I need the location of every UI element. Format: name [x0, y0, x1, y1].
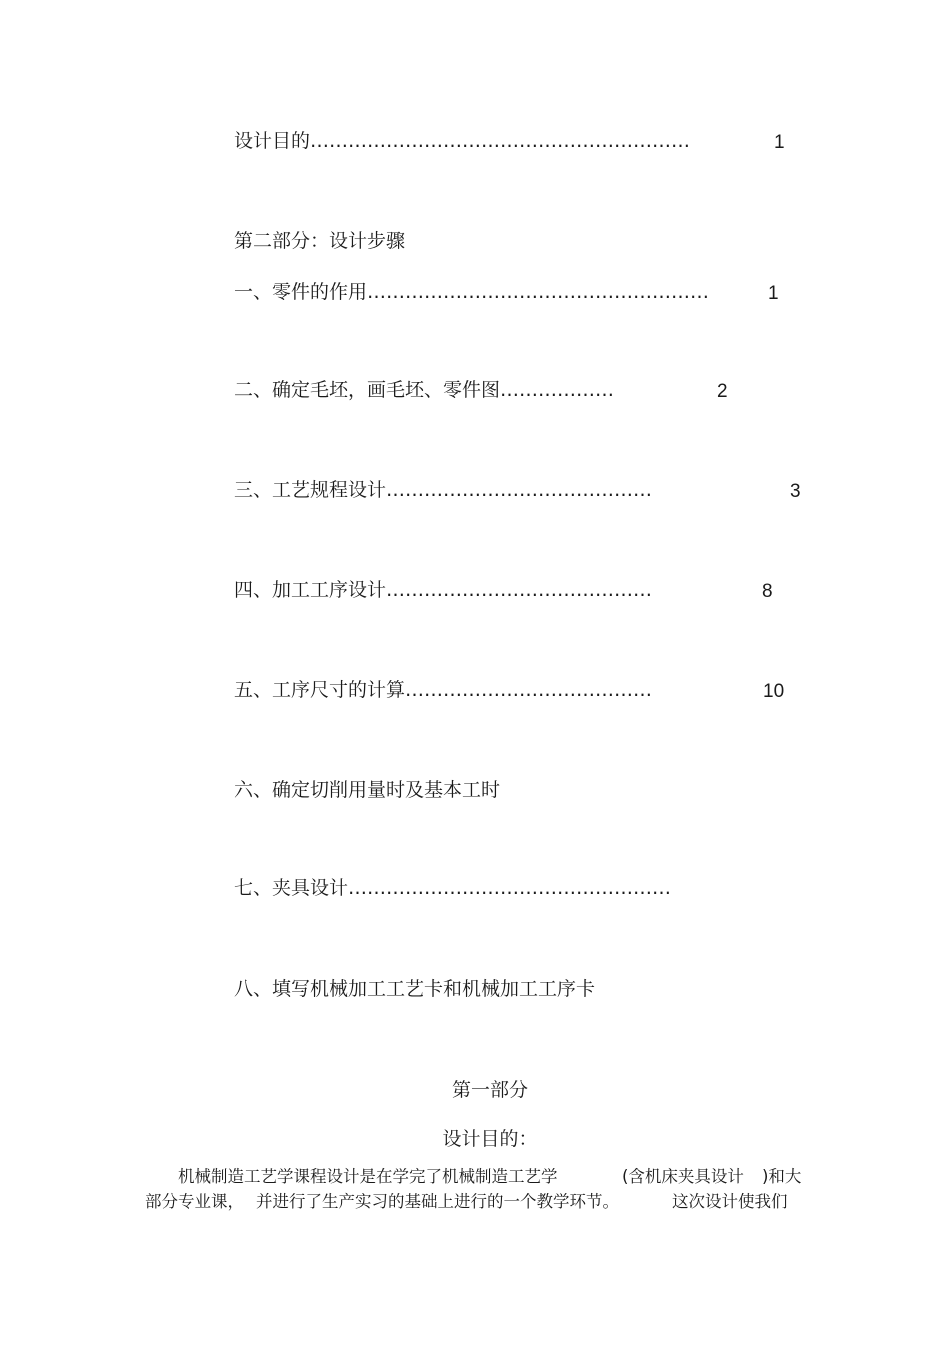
toc-page-number: 1	[768, 283, 779, 304]
toc-page-number: 1	[774, 132, 785, 153]
section-subtitle: 设计目的：	[442, 1128, 538, 1150]
paragraph-line-2-part-3: 这次设计使我们	[672, 1192, 788, 1211]
paragraph-line-2-part-2: 并进行了生产实习的基础上进行的一个教学环节。	[256, 1192, 619, 1211]
part-title: 第一部分	[451, 1079, 528, 1101]
toc-section-heading: 第二部分：设计步骤	[234, 230, 406, 252]
toc-item-process-cards: 八、填写机械加工工艺卡和机械加工工序卡	[234, 978, 596, 1000]
toc-item-dimension-calc: 五、工序尺寸的计算…………………………………	[234, 679, 653, 701]
paragraph-line-1-part-3: )和大	[762, 1167, 802, 1186]
paragraph-line-1-part-2: (含机床夹具设计	[622, 1167, 744, 1186]
toc-item-part-function: 一、零件的作用………………………………………………	[234, 281, 710, 303]
toc-item-blank: 二、确定毛坯，画毛坯、零件图………………	[234, 379, 615, 401]
toc-item-fixture-design: 七、夹具设计……………………………………………	[234, 877, 672, 899]
toc-page-number: 10	[763, 681, 785, 702]
toc-item-cutting-parameters: 六、确定切削用量时及基本工时	[234, 779, 501, 801]
toc-page-number: 8	[762, 581, 773, 602]
paragraph-line-2-part-1: 部分专业课，	[145, 1192, 244, 1211]
toc-page-number: 2	[717, 381, 728, 402]
toc-item-design-purpose: 设计目的……………………………………………………	[234, 130, 691, 152]
paragraph-line-1-part-1: 机械制造工艺学课程设计是在学完了机械制造工艺学	[178, 1167, 558, 1186]
toc-item-operation-design: 四、加工工序设计……………………………………	[234, 579, 653, 601]
toc-item-process-planning: 三、工艺规程设计……………………………………	[234, 479, 653, 501]
toc-page-number: 3	[790, 481, 801, 502]
